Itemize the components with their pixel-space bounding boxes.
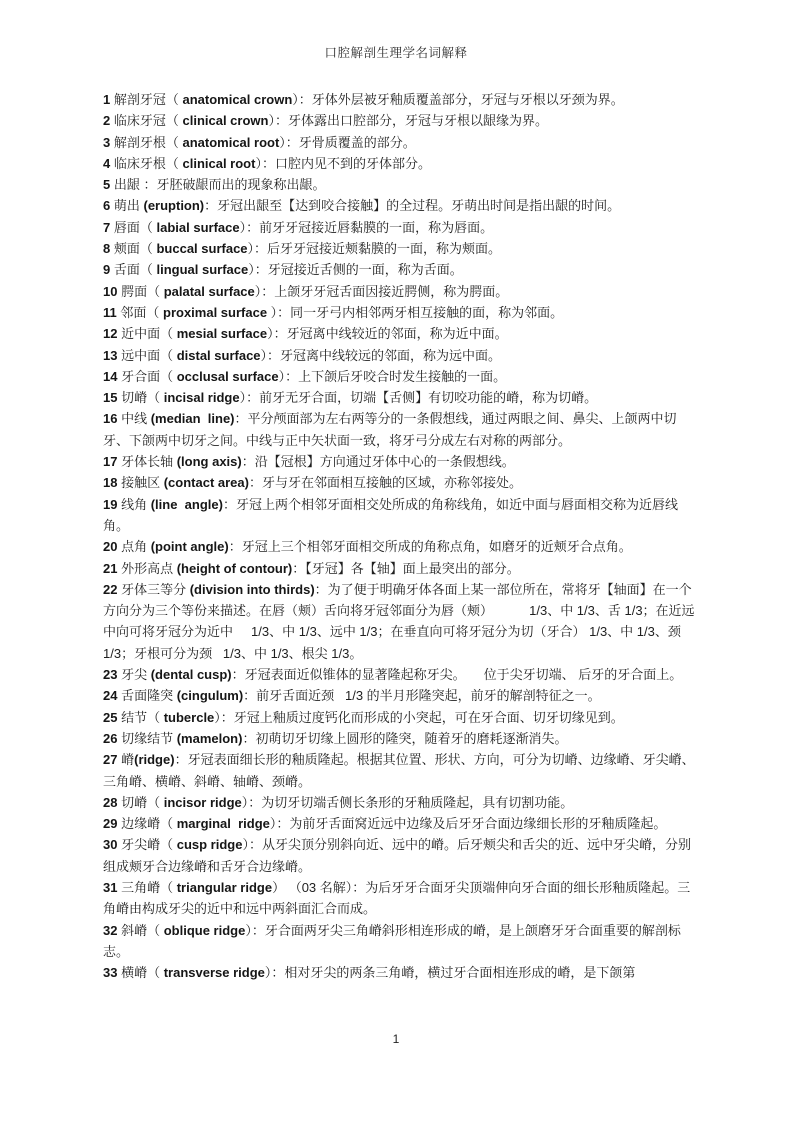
entry-text: 腭面（ xyxy=(121,283,164,299)
entry-text: ：初萌切牙切缘上圆形的隆突，随着牙的磨耗逐渐消失。 xyxy=(242,730,568,746)
entry-text: ）：为前牙舌面窝近远中边缘及后牙牙合面边缘细长形的牙釉质隆起。 xyxy=(269,816,667,832)
entry-term-english: tubercle xyxy=(163,709,215,725)
glossary-entry-31 xyxy=(103,877,695,920)
entry-text: 牙尖 xyxy=(121,667,151,683)
entry-text: 牙合面（ xyxy=(121,368,177,384)
entry-number: 28 xyxy=(103,794,118,810)
entry-term-english: (mamelon) xyxy=(176,730,243,746)
glossary-entry-27 xyxy=(103,749,695,792)
entry-text: 切嵴（ xyxy=(121,390,164,406)
entry-text: ）：牙冠离中线较远的邻面，称为远中面。 xyxy=(260,347,502,363)
entry-text: 外形高点 xyxy=(121,560,177,576)
glossary-entry-22 xyxy=(103,579,695,664)
entry-number: 27 xyxy=(103,752,118,768)
entry-number: 8 xyxy=(103,241,111,257)
glossary-entry-1 xyxy=(103,89,695,110)
entry-term-english: mesial surface xyxy=(176,326,268,342)
entry-text: 颊面（ xyxy=(113,241,157,257)
entry-number: 25 xyxy=(103,709,118,725)
entry-number: 5 xyxy=(103,177,111,193)
entry-number: 29 xyxy=(103,816,118,832)
entry-number: 4 xyxy=(103,155,111,171)
entry-text: 嵴 xyxy=(121,752,135,768)
entry-number: 11 xyxy=(103,304,117,320)
entry-text: ）：牙体露出口腔部分，牙冠与牙根以龈缘为界。 xyxy=(268,113,548,129)
entry-text: ）：为切牙切端舌侧长条形的牙釉质隆起，具有切割功能。 xyxy=(241,794,574,810)
entry-term-english: incisor ridge xyxy=(163,794,242,810)
entry-text: 邻面（ xyxy=(120,304,163,320)
glossary-entry-30 xyxy=(103,834,695,877)
glossary-entry-32 xyxy=(103,920,695,963)
glossary-entry-20 xyxy=(103,536,695,557)
entry-term-english: anatomical crown xyxy=(182,92,293,107)
entry-text: 接触区 xyxy=(121,475,164,491)
entry-text: 三角嵴（ xyxy=(121,879,177,895)
entry-term-english: (height of contour) xyxy=(176,560,293,576)
entry-text: 切缘结节 xyxy=(121,730,177,746)
entry-term-english: (cingulum) xyxy=(176,688,244,704)
entry-term-english: anatomical root xyxy=(182,134,280,150)
entry-text: 牙尖嵴（ xyxy=(121,837,177,853)
entry-number: 17 xyxy=(103,454,118,470)
entry-text: ：前牙舌面近颈 1/3 的半月形隆突起，前牙的解剖特征之一。 xyxy=(243,688,601,704)
entry-term-english: clinical crown xyxy=(182,113,269,129)
entry-number: 22 xyxy=(103,581,118,597)
entry-number: 30 xyxy=(103,837,118,853)
document-title: 口腔解剖生理学名词解释 xyxy=(324,46,468,60)
entry-text: 横嵴（ xyxy=(121,965,164,981)
glossary-entry-13 xyxy=(103,345,695,366)
entry-text: ）：同一牙弓内相邻两牙相互接触的面，称为邻面。 xyxy=(267,304,564,320)
entry-term-english: buccal surface xyxy=(156,241,248,257)
entry-number: 21 xyxy=(103,560,118,576)
entry-term-english: palatal surface xyxy=(163,283,255,299)
entry-term-english: marginal ridge xyxy=(176,816,270,832)
entry-term-english: (contact area) xyxy=(163,475,249,491)
glossary-entry-26 xyxy=(103,728,695,749)
entry-number: 12 xyxy=(103,326,118,342)
entry-number: 1 xyxy=(103,92,111,107)
entry-term-english: (point angle) xyxy=(150,539,229,555)
glossary-entry-12 xyxy=(103,323,695,344)
entry-text: 中线 xyxy=(121,411,151,427)
entry-text: ）：牙冠离中线较近的邻面，称为近中面。 xyxy=(267,326,508,342)
glossary-entry-3 xyxy=(103,132,695,153)
entry-term-english: clinical root xyxy=(182,155,256,171)
entry-text: ）：牙体外层被牙釉质覆盖部分，牙冠与牙根以牙颈为界。 xyxy=(292,92,624,107)
entry-text: ）：牙冠接近舌侧的一面，称为舌面。 xyxy=(248,262,463,278)
entry-text: 切嵴（ xyxy=(121,794,164,810)
entry-text: ：【牙冠】各【轴】面上最突出的部分。 xyxy=(292,560,520,576)
entry-number: 26 xyxy=(103,730,118,746)
entry-text: 唇面（ xyxy=(113,219,157,235)
entry-number: 7 xyxy=(103,219,111,235)
glossary-entry-7 xyxy=(103,217,695,238)
glossary-entry-10 xyxy=(103,281,695,302)
entry-text: 解剖牙冠（ xyxy=(113,92,183,107)
entry-text: ）：前牙牙冠接近唇黏膜的一面，称为唇面。 xyxy=(239,219,494,235)
entry-text: 远中面（ xyxy=(121,347,177,363)
glossary-entry-6 xyxy=(103,195,695,216)
glossary-entry-2 xyxy=(103,110,695,131)
entry-term-english: lingual surface xyxy=(156,262,249,278)
entry-text: ）：前牙无牙合面，切端【舌侧】有切咬功能的嵴，称为切嵴。 xyxy=(239,390,598,406)
entry-text: 舌面隆突 xyxy=(121,688,177,704)
entry-text: 萌出 xyxy=(113,198,144,214)
entry-number: 2 xyxy=(103,113,111,129)
entry-term-english: (median line) xyxy=(150,411,235,427)
entry-number: 3 xyxy=(103,134,111,150)
entry-text: 近中面（ xyxy=(121,326,177,342)
entry-term-english: distal surface xyxy=(176,347,261,363)
entry-text: ）：相对牙尖的两条三角嵴，横过牙合面相连形成的嵴，是下颌第 xyxy=(264,965,636,981)
entry-text: 边缘嵴（ xyxy=(121,816,177,832)
entry-number: 24 xyxy=(103,688,118,704)
entry-term-english: triangular ridge xyxy=(176,879,273,895)
entry-term-english: (line angle) xyxy=(150,496,223,512)
glossary-entry-18 xyxy=(103,472,695,493)
entry-number: 23 xyxy=(103,667,118,683)
entry-term-english: proximal surface xyxy=(163,304,268,320)
glossary-entry-14 xyxy=(103,366,695,387)
entry-term-english: (ridge) xyxy=(134,752,175,768)
entry-text: 牙体长轴 xyxy=(121,454,177,470)
glossary-entry-28 xyxy=(103,792,695,813)
entry-text: ：牙与牙在邻面相互接触的区域，亦称邻接处。 xyxy=(248,475,522,491)
entry-number: 10 xyxy=(103,283,118,299)
glossary-entry-24 xyxy=(103,685,695,706)
glossary-entry-21 xyxy=(103,558,695,579)
entry-text: ：牙冠上两个相邻牙面相交处所成的角称线角，如近中面与唇面相交称为近唇线角。 xyxy=(103,496,678,533)
entry-term-english: cusp ridge xyxy=(176,837,243,853)
entry-text: 结节（ xyxy=(121,709,164,725)
entry-number: 19 xyxy=(103,496,118,512)
entry-term-english: incisal ridge xyxy=(163,390,240,406)
entry-number: 6 xyxy=(103,198,111,214)
entry-number: 15 xyxy=(103,390,118,406)
entry-text: 临床牙冠（ xyxy=(113,113,183,129)
entry-text: 临床牙根（ xyxy=(113,155,183,171)
glossary-entry-5 xyxy=(103,174,695,195)
glossary-entry-33 xyxy=(103,962,695,983)
entry-term-english: (long axis) xyxy=(176,454,242,470)
glossary-entry-23 xyxy=(103,664,695,685)
entry-text: ：沿【冠根】方向通过牙体中心的一条假想线。 xyxy=(241,454,515,470)
entry-text: ：牙冠表面细长形的釉质隆起。根据其位置、形状、方向，可分为切嵴、边缘嵴、牙尖嵴、三角嵴、横嵴、斜嵴、轴嵴、颈嵴。 xyxy=(103,752,695,789)
entry-text: ）：上下颌后牙咬合时发生接触的一面。 xyxy=(278,368,507,384)
entry-text: 点角 xyxy=(121,539,151,555)
entry-number: 20 xyxy=(103,539,118,555)
entry-text: 出龈 ：牙胚破龈而出的现象称出龈。 xyxy=(113,177,326,193)
entry-text: ）：牙合面两牙尖三角嵴斜形相连形成的嵴，是上颌磨牙牙合面重要的解剖标志。 xyxy=(103,922,681,959)
entry-number: 32 xyxy=(103,922,118,938)
entry-text: ）：牙冠上釉质过度钙化而形成的小突起，可在牙合面、切牙切缘见到。 xyxy=(214,709,624,725)
entry-text: 线角 xyxy=(121,496,151,512)
entry-number: 14 xyxy=(103,368,118,384)
entry-term-english: (dental cusp) xyxy=(150,667,232,683)
entry-text: ：牙冠表面近似锥体的显著隆起称牙尖。 位于尖牙切端、 后牙的牙合面上。 xyxy=(231,667,683,683)
entry-number: 31 xyxy=(103,879,118,895)
glossary-entry-29 xyxy=(103,813,695,834)
glossary-entry-17 xyxy=(103,451,695,472)
entry-term-english: labial surface xyxy=(156,219,240,235)
entry-text: 牙体三等分 xyxy=(121,581,190,597)
entry-text: ）：后牙牙冠接近颊黏膜的一面，称为颊面。 xyxy=(247,241,502,257)
entry-number: 18 xyxy=(103,475,118,491)
entry-text: ：平分颅面部为左右两等分的一条假想线，通过两眼之间、鼻尖、上颌两中切牙、下颌两中切牙之间。中线与正中矢状面一致，将牙弓分成左右对称的两部分。 xyxy=(103,411,677,448)
entry-text: ）：上颌牙牙冠舌面因接近腭侧，称为腭面。 xyxy=(254,283,509,299)
page-number: 1 xyxy=(392,1032,400,1046)
glossary-entry-19 xyxy=(103,494,695,537)
entry-term-english: (eruption) xyxy=(143,198,205,214)
glossary-entry-11 xyxy=(103,302,695,323)
entry-text: ）：从牙尖顶分别斜向近、远中的嵴。后牙颊尖和舌尖的近、远中牙尖嵴，分别组成颊牙合边缘嵴和舌牙合边缘嵴。 xyxy=(103,837,691,874)
entry-text: 斜嵴（ xyxy=(121,922,164,938)
entry-text: ）：口腔内见不到的牙体部分。 xyxy=(255,155,431,171)
entry-text: ：牙冠出龈至【达到咬合接触】的全过程。牙萌出时间是指出龈的时间。 xyxy=(204,198,621,214)
entry-term-english: oblique ridge xyxy=(163,922,246,938)
entry-term-english: transverse ridge xyxy=(163,965,265,981)
entry-text: 解剖牙根（ xyxy=(113,134,183,150)
glossary-entry-4 xyxy=(103,153,695,174)
entry-number: 9 xyxy=(103,262,111,278)
entry-text: ）：牙骨质覆盖的部分。 xyxy=(279,134,416,150)
entry-text: ：牙冠上三个相邻牙面相交所成的角称点角，如磨牙的近颊牙合点角。 xyxy=(228,539,632,555)
glossary-list xyxy=(103,89,695,983)
glossary-entry-8 xyxy=(103,238,695,259)
entry-text: ：为了便于明确牙体各面上某一部位所在，常将牙【轴面】在一个方向分为三个等份来描述。在唇（颊）舌向将牙冠邻面分为唇（颊） 1/3、中 1/3、舌 1/3；在近远中向可将牙冠分为近中 1/3、中 1/3、远中 1/3；在垂直向可将牙冠分为切（牙合） 1/3、中 1/3、颈 1/3；牙根可分为颈 1/3、中 1/3、根尖 1/3。 xyxy=(103,581,695,661)
glossary-entry-15 xyxy=(103,387,695,408)
glossary-entry-9 xyxy=(103,259,695,280)
glossary-entry-25 xyxy=(103,707,695,728)
glossary-entry-16 xyxy=(103,408,695,451)
entry-term-english: occlusal surface xyxy=(176,368,279,384)
entry-text: 舌面（ xyxy=(113,262,157,278)
entry-number: 13 xyxy=(103,347,118,363)
entry-term-english: (division into thirds) xyxy=(189,581,315,597)
entry-text: ） （03 名解）：为后牙牙合面牙尖顶端伸向牙合面的细长形釉质隆起。三角嵴由构成牙尖的近中和远中两斜面汇合而成。 xyxy=(103,879,691,917)
entry-number: 16 xyxy=(103,411,118,427)
entry-number: 33 xyxy=(103,965,118,981)
